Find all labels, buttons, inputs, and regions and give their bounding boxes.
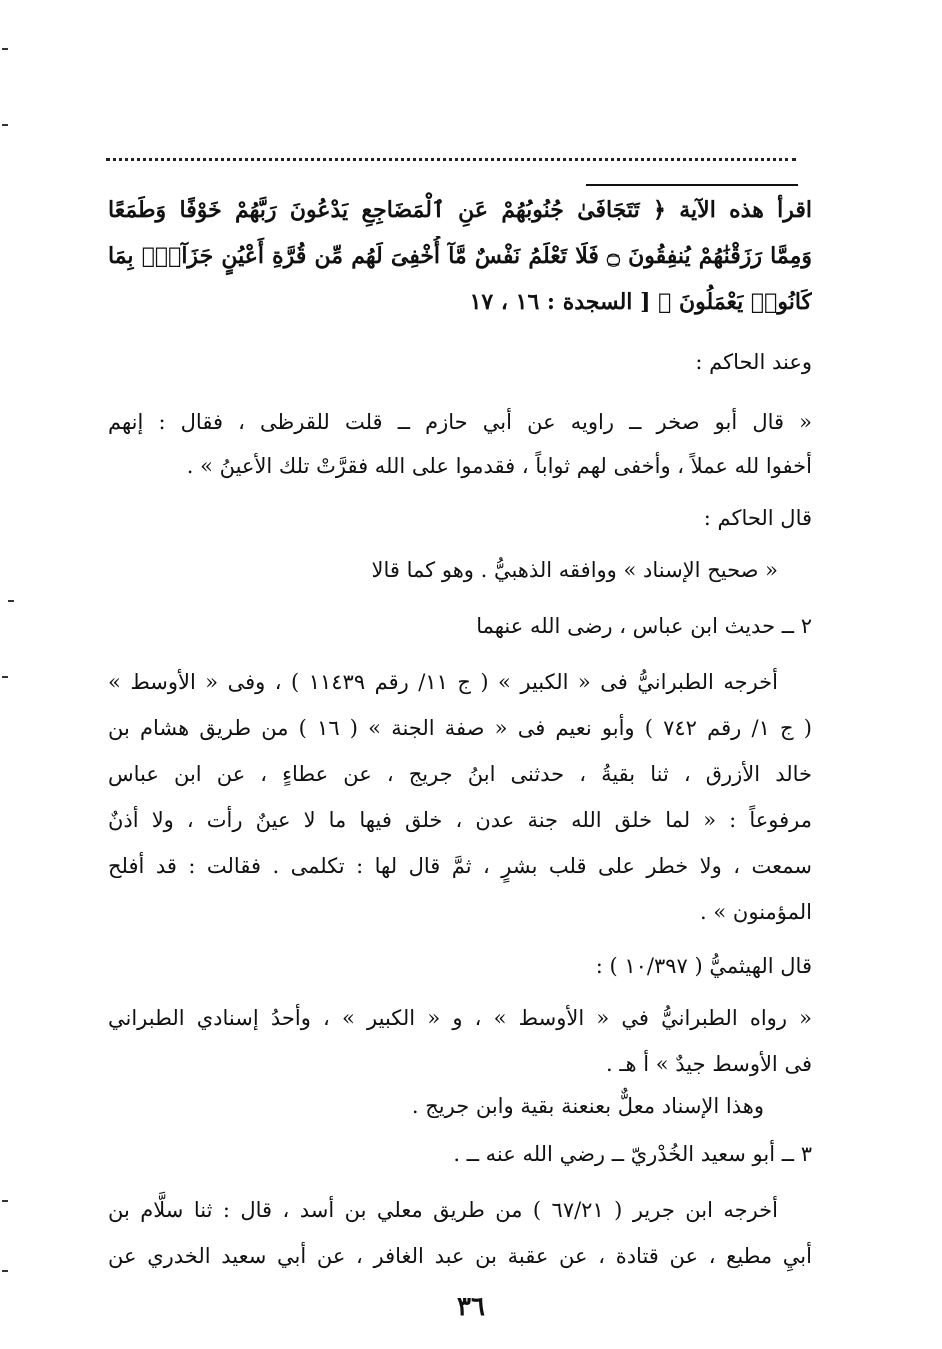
hadith-line-2: أخفوا لله عملاً ، وأخفى لهم ثواباً ، فقدموا على الله فقرَّتْ تلك الأعينُ » . bbox=[186, 454, 812, 478]
grading-line: « صحيح الإسناد » ووافقه الذهبيُّ . وهو كما قالا bbox=[371, 558, 778, 582]
takhrij-line-1: أخرجه الطبرانيُّ فى « الكبير » ( ج ١١/ رقم ١١٤٣٩ ) ، وفى « الأوسط » bbox=[108, 670, 778, 694]
isnad-note: وهذا الإسناد معلٌّ بعنعنة بقية وابن جريج . bbox=[411, 1094, 764, 1118]
section-rule bbox=[586, 184, 798, 186]
margin-mark bbox=[2, 676, 8, 678]
page-number: ٣٦ bbox=[457, 1292, 485, 1322]
takhrij-line-5: سمعت ، ولا خطر على قلب بشرٍ ، ثمَّ قال لها : تكلمى . فقالت : قد أفلح bbox=[108, 854, 812, 878]
takhrij-line-4: مرفوعاً : « لما خلق الله جنة عدن ، خلق فيها ما لا عينٌ رأت ، ولا أذنٌ bbox=[108, 808, 812, 832]
heading-haythami: قال الهيثميُّ ( ١٠/٣٩٧ ) : bbox=[595, 954, 812, 978]
dotted-separator bbox=[106, 158, 796, 161]
hadith-line-1: « قال أبو صخر ــ راويه عن أبي حازم ــ قلت للقرظى ، فقال : إنهم bbox=[108, 410, 812, 434]
haythami-line-1: « رواه الطبرانيُّ في « الأوسط » ، و « الكبير » ، وأحدُ إسنادي الطبراني bbox=[108, 1006, 812, 1030]
haythami-line-2: فى الأوسط جيدٌ » أ هـ . bbox=[605, 1052, 812, 1076]
heading-hakim: وعند الحاكم : bbox=[695, 350, 812, 374]
jarir-line-2: أبيِ مطيع ، عن قتادة ، عن عقبة بن عبد الغافر ، عن أبي سعيد الخدري عن bbox=[108, 1244, 812, 1268]
margin-mark bbox=[2, 48, 8, 50]
section-2-title: ٢ ــ حديث ابن عباس ، رضى الله عنهما bbox=[476, 614, 812, 638]
margin-mark bbox=[8, 600, 14, 602]
takhrij-line-2: ( ج ١/ رقم ٧٤٢ ) وأبو نعيم فى « صفة الجنة » ( ١٦ ) من طريق هشام بن bbox=[108, 716, 812, 740]
quran-line-2: وَمِمَّا رَزَقْنَٰهُمْ يُنفِقُونَ ۝ فَلَا تَعْلَمُ نَفْسٌ مَّآ أُخْفِىَ لَهُم مِّن قُرَّةِ أَعْيُنٍ جَزَآءًۢ بِمَا bbox=[108, 243, 812, 269]
jarir-line-1: أخرجه ابن جرير ( ٦٧/٢١ ) من طريق معلي بن أسد ، قال : ثنا سلَّام بن bbox=[108, 1198, 778, 1222]
quran-line-1: اقرأ هذه الآية ﴿ تَتَجَافَىٰ جُنُوبُهُمْ عَنِ ٱلْمَضَاجِعِ يَدْعُونَ رَبَّهُمْ خَوْفًا وَطَمَعًا bbox=[108, 197, 812, 223]
section-3-title: ٣ ــ أبو سعيد الخُدْريّ ــ رضي الله عنه ــ . bbox=[453, 1142, 812, 1166]
heading-hakim-said: قال الحاكم : bbox=[703, 506, 812, 530]
takhrij-line-6: المؤمنون » . bbox=[700, 900, 812, 924]
quran-line-3: كَانُوا۟ يَعْمَلُونَ ﴾ [ السجدة : ١٦ ، ١٧ bbox=[469, 289, 812, 315]
margin-mark bbox=[2, 124, 8, 126]
margin-mark bbox=[2, 1270, 8, 1272]
takhrij-line-3: خالد الأزرق ، ثنا بقيةُ ، حدثنى ابنُ جريج ، عن عطاءٍ ، عن ابن عباس bbox=[108, 762, 812, 786]
margin-mark bbox=[2, 1200, 8, 1202]
